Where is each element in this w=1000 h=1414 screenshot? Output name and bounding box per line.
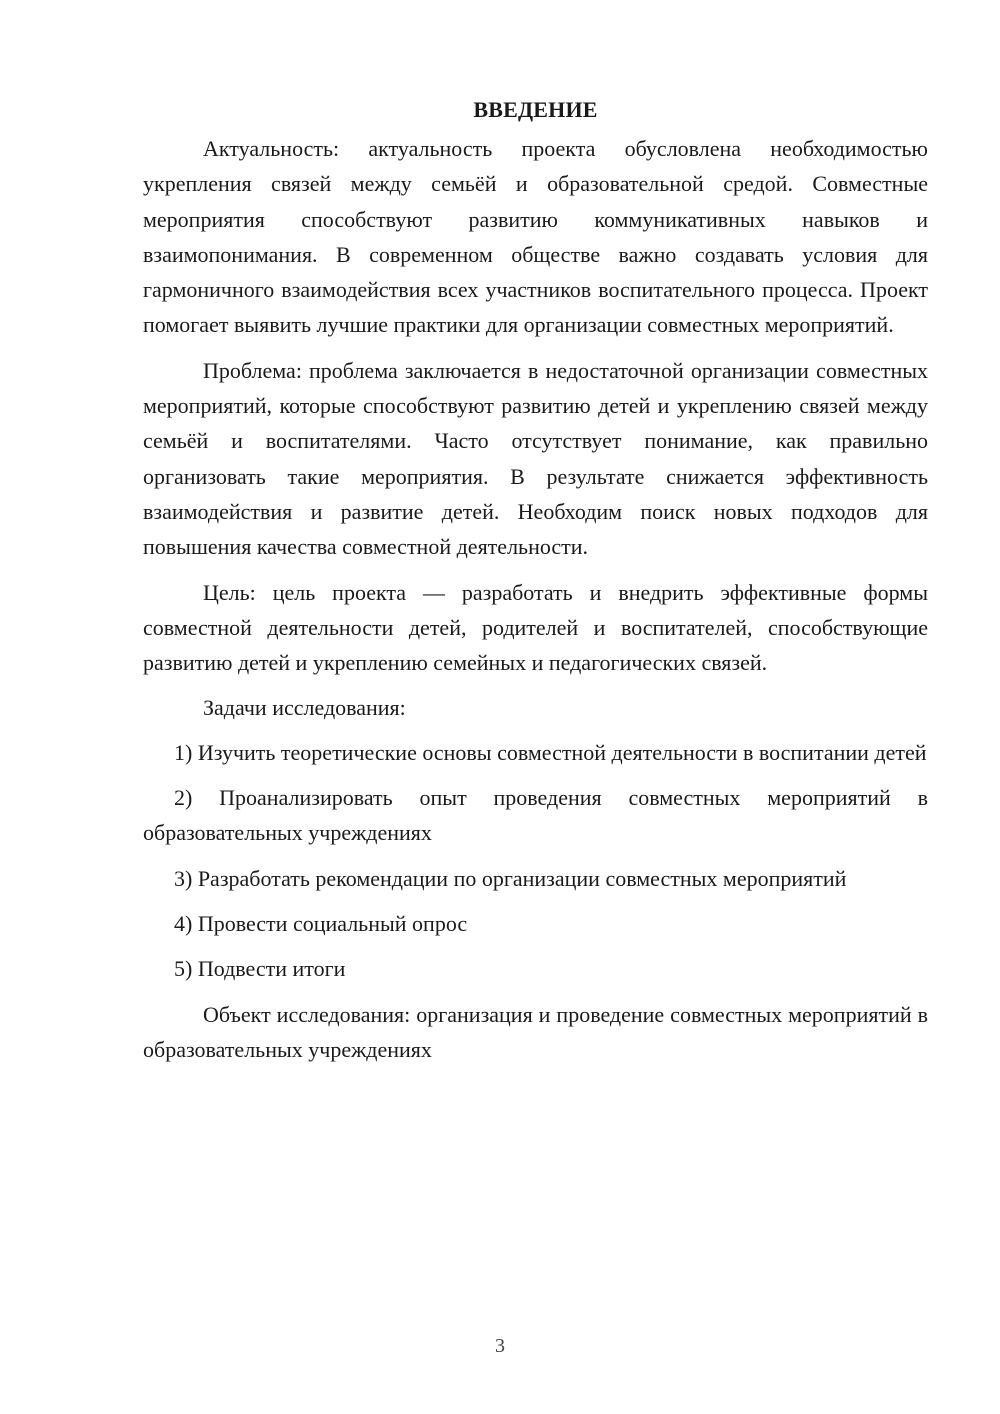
problem-paragraph: Проблема: проблема заключается в недостаточной организации совместных мероприятий, которые способствуют развитию детей и укреплению связей между семьёй и воспитателями. Часто отсутствует понимание, как правильно организовать такие мероприятия. В результате снижается эффективность взаимодействия и развитие детей. Необходим поиск новых подходов для повышения качества совместной деятельности.	[143, 357, 928, 560]
tasks-heading: Задачи исследования:	[203, 695, 406, 721]
goal-paragraph: Цель: цель проекта — разработать и внедрить эффективные формы совместной деятельности детей, родителей и воспитателей, способствующие развитию детей и укреплению семейных и педагогических связей.	[143, 579, 928, 676]
page-number: 3	[495, 1335, 505, 1357]
task-item: 2) Проанализировать опыт проведения совместных мероприятий в образовательных учреждениях	[143, 785, 928, 846]
task-item: 4) Провести социальный опрос	[174, 910, 468, 936]
page-title: ВВЕДЕНИЕ	[473, 97, 598, 122]
task-item: 1) Изучить теоретические основы совместной деятельности в воспитании детей	[174, 739, 927, 765]
object-paragraph: Объект исследования: организация и проведение совместных мероприятий в образовательных учреждениях	[143, 1001, 928, 1062]
page-content	[143, 94, 928, 1077]
task-item: 3) Разработать рекомендации по организации совместных мероприятий	[174, 865, 847, 891]
relevance-paragraph: Актуальность: актуальность проекта обусловлена необходимостью укрепления связей между семьёй и образовательной средой. Совместные мероприятия способствуют развитию коммуникативных навыков и взаимопонимания. В современном обществе важно создавать условия для гармоничного взаимодействия всех участников воспитательного процесса. Проект помогает выявить лучшие практики для организации совместных мероприятий.	[143, 136, 928, 338]
tasks-list	[143, 735, 928, 987]
task-item: 5) Подвести итоги	[174, 956, 346, 982]
